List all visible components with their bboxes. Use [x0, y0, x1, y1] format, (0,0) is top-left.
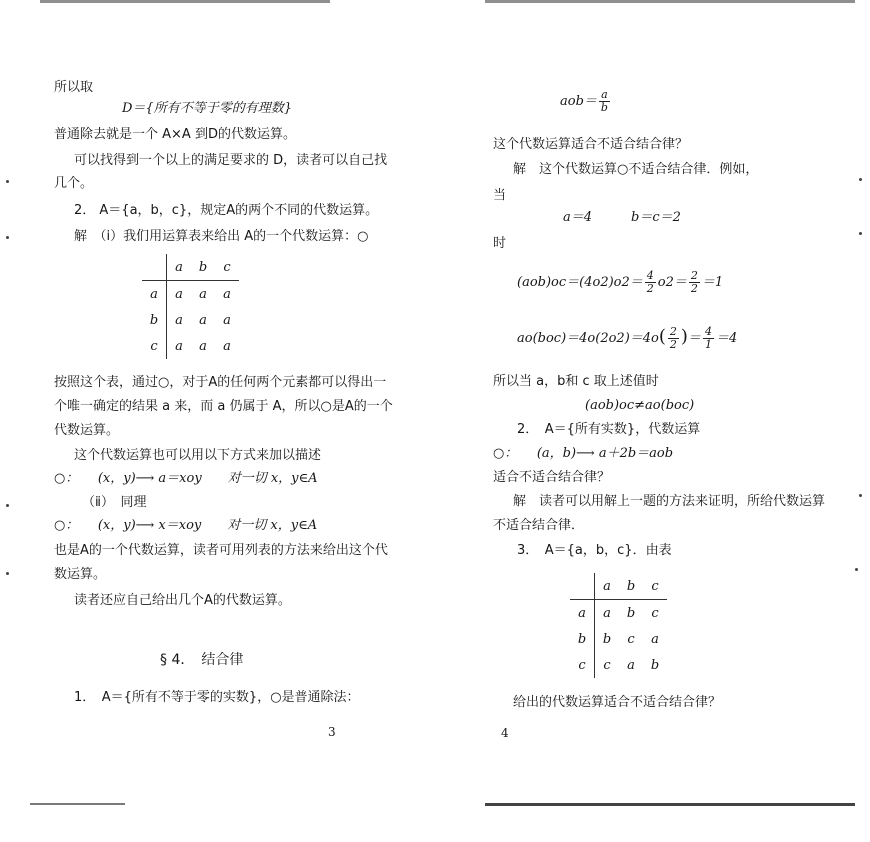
- page-number: 3: [328, 725, 336, 739]
- fraction-numerator: 4: [646, 269, 654, 282]
- fraction-denominator: b: [600, 101, 608, 114]
- table-cell: b: [191, 254, 215, 281]
- formula-inequality: (aob)oc≠ao(boc): [585, 398, 695, 413]
- table-cell: a: [603, 605, 611, 621]
- table-cell: c: [215, 254, 239, 281]
- paren-close: ): [680, 326, 688, 347]
- page-number: 4: [501, 726, 509, 740]
- problem-2: 2． A＝{a，b，c}，规定A的两个不同的代数运算。: [74, 203, 379, 218]
- operation-table-left: [142, 254, 239, 359]
- equation-part: (aob)oc＝(4o2)o2＝: [517, 275, 643, 290]
- table-cell: a: [199, 286, 207, 302]
- fraction-denominator: 2: [690, 282, 698, 295]
- fraction: [645, 270, 656, 295]
- equation-1: [517, 268, 723, 298]
- table-row: [570, 600, 667, 627]
- text-line: 数运算。: [54, 567, 107, 582]
- table-cell: a: [199, 312, 207, 328]
- text-line: 适合不适合结合律？: [493, 470, 611, 485]
- fraction: [599, 89, 610, 114]
- table-cell: a: [175, 286, 183, 302]
- table-cell: a: [175, 338, 183, 354]
- table-cell: c: [651, 605, 659, 621]
- scan-speck: [859, 494, 862, 497]
- fraction-denominator: 2: [646, 282, 654, 295]
- table-cell: c: [643, 573, 667, 600]
- text-line: 不适合结合律．: [493, 518, 585, 533]
- table-cell: a: [223, 312, 231, 328]
- fraction-numerator: a: [601, 88, 608, 101]
- text-line: 所以当 a，b和 c 取上述值时: [493, 374, 659, 389]
- table-cell: [142, 254, 167, 281]
- table-row: [570, 652, 667, 678]
- scan-speck: [6, 180, 9, 183]
- table-header-row: [142, 254, 239, 281]
- table-cell: a: [223, 286, 231, 302]
- text-line: 普通除去就是一个 A×A 到D的代数运算。: [54, 127, 296, 142]
- formula-op-2: ○： (x，y)⟶ x＝xoy 对一切 x，y∈A: [54, 518, 318, 533]
- scan-speck: [6, 504, 9, 507]
- text-line: 代数运算。: [54, 423, 120, 438]
- text-line: 这个代数运算适合不适合结合律？: [493, 137, 689, 152]
- text-line: 这个代数运算也可以用以下方式来加以描述: [74, 448, 322, 463]
- scan-speck: [859, 178, 862, 181]
- table-cell: c: [627, 631, 635, 647]
- text-line: 读者还应自己给出几个A的代数运算。: [74, 593, 291, 608]
- equation-2: [517, 322, 737, 354]
- table-cell: b: [619, 573, 643, 600]
- table-cell: a: [595, 573, 620, 600]
- scan-artifact-bottom: [30, 803, 125, 805]
- equation-part: o2＝: [657, 275, 687, 290]
- table-cell: b: [626, 605, 636, 621]
- table-cell: a: [627, 657, 635, 673]
- table-header-row: [570, 573, 667, 600]
- table-row: [142, 307, 239, 333]
- text-line: 也是A的一个代数运算，读者可用列表的方法来给出这个代: [54, 543, 388, 558]
- table-row: [142, 333, 239, 359]
- scan-artifact-top: [485, 0, 855, 3]
- fraction-numerator: 2: [690, 269, 698, 282]
- scan-speck: [6, 236, 9, 239]
- formula-aob: [560, 88, 612, 116]
- text-line: 时: [493, 236, 507, 251]
- fraction-numerator: 2: [669, 325, 677, 338]
- table-cell: a: [175, 312, 183, 328]
- formula-D: D＝{所有不等于零的有理数}: [122, 101, 292, 116]
- table-cell: a: [142, 281, 167, 308]
- table-cell: b: [650, 657, 660, 673]
- equation-part: ao(boc)＝4o(2o2)＝4o: [517, 331, 659, 346]
- table-cell: a: [167, 254, 192, 281]
- right-page: [435, 0, 870, 842]
- section-heading: § 4． 结合律: [160, 652, 244, 668]
- fraction: [668, 326, 679, 351]
- formula-values: a＝4 b＝c＝2: [563, 210, 681, 225]
- fraction-denominator: 1: [704, 338, 712, 351]
- formula-op: ○： (a，b)⟶ a＋2b＝aob: [493, 446, 674, 461]
- paren-open: (: [658, 326, 666, 347]
- text-line: 所以取: [54, 80, 94, 95]
- table-cell: c: [570, 652, 595, 678]
- table-row: [570, 626, 667, 652]
- fraction-numerator: 4: [704, 325, 712, 338]
- text-line: 给出的代数运算适合不适合结合律？: [513, 695, 722, 710]
- table-cell: c: [142, 333, 167, 359]
- problem-1: 1． A＝{所有不等于零的实数}，○是普通除法：: [74, 690, 360, 705]
- equation-part: ＝4: [715, 331, 738, 346]
- table-cell: a: [223, 338, 231, 354]
- text-line: 按照这个表，通过○，对于A的任何两个元素都可以得出一: [54, 375, 387, 390]
- table-cell: a: [570, 600, 595, 627]
- problem-2: 2． A＝{所有实数}，代数运算: [517, 422, 701, 437]
- solution-i: 解 （ⅰ）我们用运算表来给出 A的一个代数运算：○: [74, 229, 369, 244]
- fraction: [703, 326, 714, 351]
- formula-op-1: ○： (x，y)⟶ a＝xoy 对一切 x，y∈A: [54, 471, 318, 486]
- scan-speck: [6, 572, 9, 575]
- scan-artifact-top: [40, 0, 330, 3]
- table-cell: b: [142, 307, 167, 333]
- fraction-denominator: 2: [669, 338, 677, 351]
- table-row: [142, 281, 239, 308]
- text-line: 当: [493, 188, 507, 203]
- table-cell: b: [570, 626, 595, 652]
- table-cell: c: [603, 657, 611, 673]
- solution: 解 这个代数运算○不适合结合律．例如，: [513, 162, 759, 177]
- operation-table-right: [570, 573, 667, 678]
- equation-part: ＝: [687, 331, 701, 346]
- table-cell: b: [602, 631, 612, 647]
- scan-speck: [859, 232, 862, 235]
- formula-lhs: aob＝: [560, 94, 597, 109]
- solution: 解 读者可以用解上一题的方法来证明，所给代数运算: [513, 494, 826, 509]
- table-cell: a: [651, 631, 659, 647]
- text-line: 个唯一确定的结果 a 来，而 a 仍属于 A，所以○是A的一个: [54, 399, 393, 414]
- table-cell: a: [199, 338, 207, 354]
- table-cell: [570, 573, 595, 600]
- fraction: [689, 270, 700, 295]
- text-line: 可以找得到一个以上的满足要求的 D，读者可以自己找: [74, 153, 388, 168]
- text-line: 几个。: [54, 176, 94, 191]
- scan-artifact-bottom: [485, 803, 855, 806]
- equation-part: ＝1: [701, 275, 724, 290]
- solution-ii: （ⅱ） 同理: [82, 495, 147, 510]
- scan-speck: [855, 568, 858, 571]
- problem-3: 3． A＝{a，b，c}．由表: [517, 543, 672, 558]
